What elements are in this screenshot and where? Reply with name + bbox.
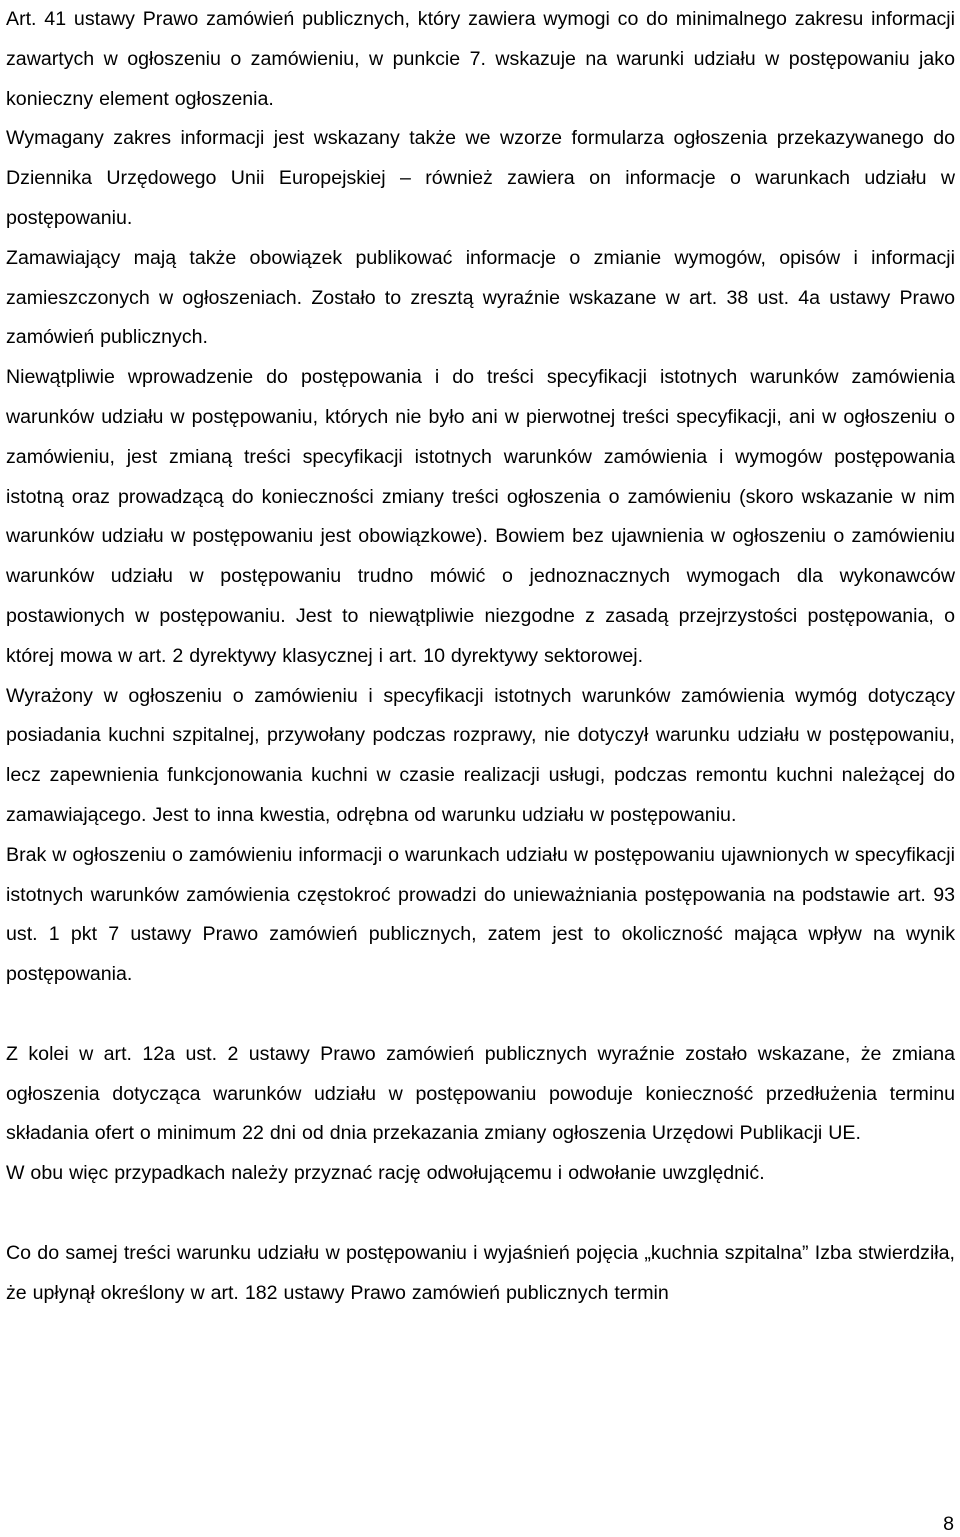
paragraph-conclusion: W obu więc przypadkach należy przyznać rację odwołującemu i odwołanie uwzględnić. — [6, 1162, 765, 1185]
paragraph-wyrazony-wymog: Wyrażony w ogłoszeniu o zamówieniu i specyfikacji istotnych warunków zamówienia wymóg dotyczący posiadania kuchni szpitalnej, przywołany podczas rozprawy, nie dotyczył warunku udziału w postępowaniu, lecz zapewnienia funkcjonowania kuchni w czasie realizacji usługi, podczas remontu kuchni należącej do zamawiającego. Jest to inna kwestia, odrębna od warunku udziału w postępowaniu. — [6, 684, 955, 826]
paragraph-niewatpliwie: Niewątpliwie wprowadzenie do postępowania i do treści specyfikacji istotnych warunków zamówienia warunków udziału w postępowaniu, których nie było ani w pierwotnej treści specyfikacji, ani w ogłoszeniu o zamówieniu, jest zmianą treści specyfikacji istotnych warunków zamówienia i wymogów postępowania istotną oraz prowadzącą do konieczności zmiany treści ogłoszenia o zamówieniu (skoro wskazanie w nim warunków udziału w postępowaniu jest obowiązkowe). Bowiem bez ujawnienia w ogłoszeniu o zamówieniu warunków udziału w postępowaniu trudno mówić o jednoznacznych wymogach dla wykonawców postawionych w postępowaniu. Jest to niewątpliwie niezgodne z zasadą przejrzystości postępowania, o której mowa w art. 2 dyrektywy klasycznej i art. 10 dyrektywy sektorowej. — [6, 366, 955, 667]
paragraph-brak-w-ogloszeniu: Brak w ogłoszeniu o zamówieniu informacji o warunkach udziału w postępowaniu ujawnionych w specyfikacji istotnych warunków zamówienia częstokroć prowadzi do unieważniania postępowania na podstawie art. 93 ust. 1 pkt 7 ustawy Prawo zamówień publicznych, zatem jest to okoliczność mająca wpływ na wynik postępowania. — [6, 843, 955, 986]
paragraph-wymagany-zakres: Wymagany zakres informacji jest wskazany także we wzorze formularza ogłoszenia przekazywanego do Dziennika Urzędowego Unii Europejskiej – również zawiera on informacje o warunkach udziału w postępowaniu. — [6, 127, 955, 229]
paragraph-spacer — [6, 1194, 955, 1234]
paragraph-zamawiajacy-obowiazek: Zamawiający mają także obowiązek publikować informacje o zmianie wymogów, opisów i informacji zamieszczonych w ogłoszeniach. Zostało to zresztą wyraźnie wskazane w art. 38 ust. 4a ustawy Prawo zamówień publicznych. — [6, 246, 955, 349]
document-page — [6, 0, 955, 1313]
paragraph-kuchnia-szpitalna: Co do samej treści warunku udziału w postępowaniu i wyjaśnień pojęcia „kuchnia szpitalna” Izba stwierdziła, że upłynął określony w art. 182 ustawy Prawo zamówień publicznych termin — [6, 1241, 955, 1304]
page-number: 8 — [943, 1513, 954, 1535]
paragraph-art-12a: Z kolei w art. 12a ust. 2 ustawy Prawo zamówień publicznych wyraźnie zostało wskazane, że zmiana ogłoszenia dotycząca warunków udziału w postępowaniu powoduje konieczność przedłużenia terminu składania ofert o minimum 22 dni od dnia przekazania zmiany ogłoszenia Urzędowi Publikacji UE. — [6, 1042, 955, 1145]
paragraph-art-41: Art. 41 ustawy Prawo zamówień publicznych, który zawiera wymogi co do minimalnego zakresu informacji zawartych w ogłoszeniu o zamówieniu, w punkcie 7. wskazuje na warunki udziału w postępowaniu jako konieczny element ogłoszenia. — [6, 8, 955, 110]
paragraph-spacer — [6, 995, 955, 1035]
